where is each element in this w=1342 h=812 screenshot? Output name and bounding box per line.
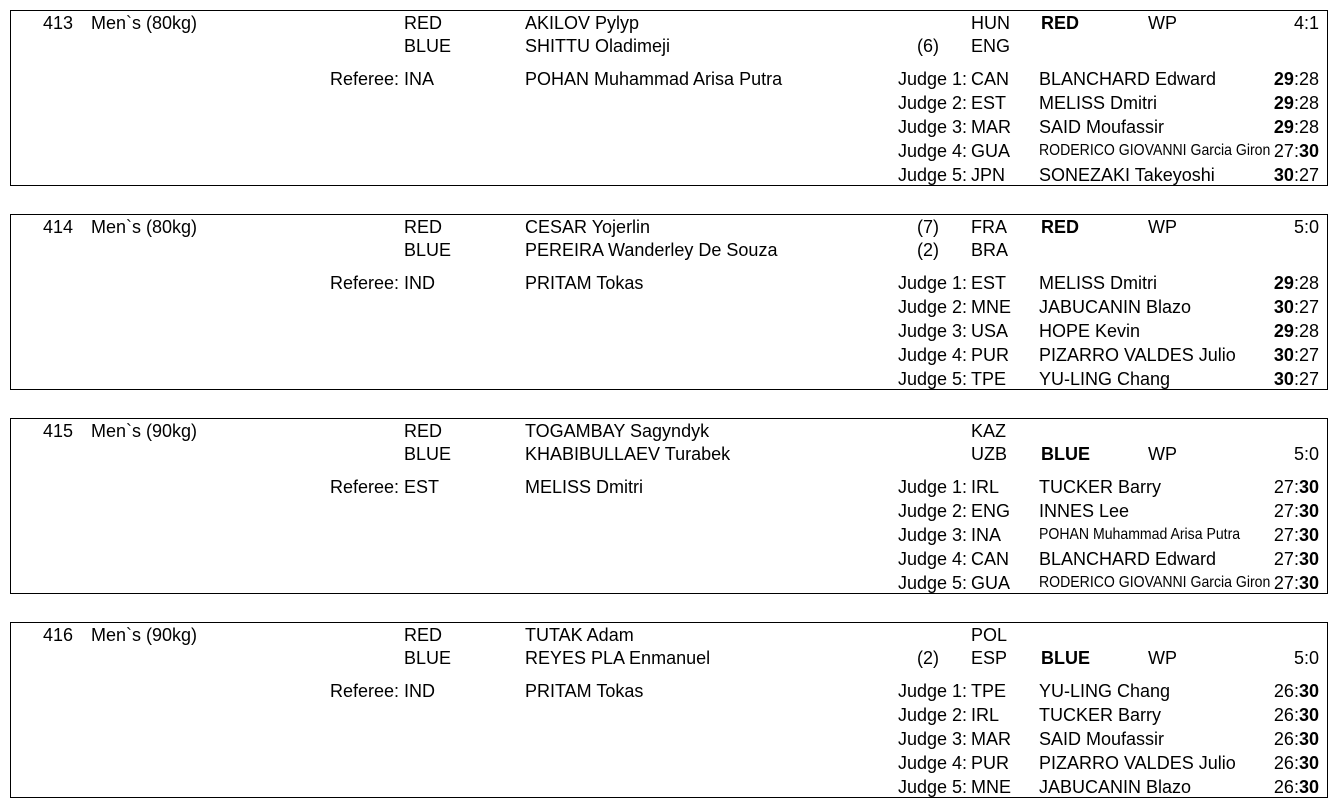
blue-score: 28 (1298, 117, 1319, 137)
judge-score (1274, 369, 1319, 389)
judge-label: Judge 5: (897, 777, 967, 797)
blue-boxer-name: KHABIBULLAEV Turabek (525, 444, 731, 464)
score-separator: : (1293, 477, 1299, 497)
score-separator: : (1293, 705, 1299, 725)
blue-boxer-seed: (2) (917, 240, 939, 260)
judge-name: INNES Lee (1039, 501, 1130, 521)
red-score: 26 (1273, 753, 1294, 773)
judge-country: MNE (971, 777, 1011, 797)
judge-country: IRL (971, 705, 1000, 725)
judge-score (1274, 69, 1319, 89)
judge-score (1274, 705, 1319, 725)
score-separator: : (1293, 369, 1299, 389)
blue-boxer-country: ESP (971, 648, 1008, 668)
winner-corner: BLUE (1041, 444, 1090, 464)
judge-country: ENG (971, 501, 1011, 521)
red-boxer-country: FRA (971, 217, 1007, 237)
blue-score: 30 (1298, 525, 1319, 545)
judge-score (1274, 777, 1319, 797)
judge-score (1274, 549, 1319, 569)
blue-score: 27 (1298, 345, 1319, 365)
judge-score (1274, 273, 1319, 293)
score-separator: : (1293, 501, 1299, 521)
judge-name: PIZARRO VALDES Julio (1039, 753, 1236, 773)
result-score: 5:0 (1293, 648, 1319, 668)
judge-country: JPN (971, 165, 1006, 185)
red-score: 29 (1273, 321, 1294, 341)
judge-label: Judge 3: (897, 321, 967, 341)
judge-score (1274, 297, 1319, 317)
judge-score (1274, 753, 1319, 773)
blue-score: 30 (1298, 681, 1319, 701)
bout-card (10, 214, 1328, 390)
blue-corner-label: BLUE (404, 240, 452, 260)
judge-label: Judge 2: (897, 297, 967, 317)
judge-name: MELISS Dmitri (1039, 273, 1158, 293)
judge-label: Judge 4: (897, 753, 967, 773)
bout-number: 413 (42, 13, 73, 33)
judge-country: GUA (971, 141, 1011, 161)
red-score: 27 (1273, 141, 1294, 161)
judge-country: TPE (971, 369, 1007, 389)
judge-score (1274, 321, 1319, 341)
red-score: 27 (1273, 549, 1294, 569)
judge-label: Judge 5: (897, 573, 967, 593)
red-boxer-name: TUTAK Adam (525, 625, 634, 645)
judge-name: JABUCANIN Blazo (1039, 297, 1192, 317)
judge-name: RODERICO GIOVANNI Garcia Giron (1039, 142, 1271, 159)
judge-country: EST (971, 273, 1007, 293)
red-boxer-country: POL (971, 625, 1008, 645)
judge-country: MAR (971, 729, 1011, 749)
red-boxer-name: CESAR Yojerlin (525, 217, 651, 237)
score-separator: : (1293, 321, 1299, 341)
blue-score: 30 (1298, 777, 1319, 797)
bout-card (10, 10, 1328, 186)
red-boxer-name: AKILOV Pylyp (525, 13, 640, 33)
result-score: 5:0 (1293, 444, 1319, 464)
judge-label: Judge 1: (897, 681, 967, 701)
judge-score (1274, 165, 1319, 185)
score-separator: : (1293, 297, 1299, 317)
result-score: 4:1 (1293, 13, 1319, 33)
result-score: 5:0 (1293, 217, 1319, 237)
judge-label: Judge 1: (897, 69, 967, 89)
blue-score: 28 (1298, 93, 1319, 113)
judge-score (1274, 573, 1319, 593)
score-separator: : (1293, 117, 1299, 137)
blue-score: 28 (1298, 273, 1319, 293)
red-score: 29 (1273, 273, 1294, 293)
blue-score: 30 (1298, 729, 1319, 749)
blue-corner-label: BLUE (404, 36, 452, 56)
blue-score: 30 (1298, 549, 1319, 569)
score-separator: : (1293, 345, 1299, 365)
win-method: WP (1148, 217, 1177, 237)
judge-score (1274, 141, 1319, 161)
judge-name: JABUCANIN Blazo (1039, 777, 1192, 797)
judge-label: Judge 2: (897, 705, 967, 725)
judge-label: Judge 4: (897, 141, 967, 161)
judge-name: TUCKER Barry (1039, 477, 1162, 497)
judge-country: CAN (971, 69, 1010, 89)
red-boxer-country: KAZ (971, 421, 1007, 441)
red-corner-label: RED (404, 217, 443, 237)
referee-label: Referee: (329, 477, 399, 497)
red-corner-label: RED (404, 625, 443, 645)
win-method: WP (1148, 13, 1177, 33)
judge-country: EST (971, 93, 1007, 113)
judge-name: BLANCHARD Edward (1039, 549, 1217, 569)
red-boxer-country: HUN (971, 13, 1010, 33)
bout-card (10, 418, 1328, 594)
bout-number: 415 (42, 421, 73, 441)
blue-score: 30 (1298, 141, 1319, 161)
weight-category: Men`s (80kg) (91, 13, 198, 33)
red-score: 30 (1273, 165, 1294, 185)
referee-name: PRITAM Tokas (525, 273, 644, 293)
score-separator: : (1293, 549, 1299, 569)
referee-label: Referee: (329, 69, 399, 89)
blue-score: 28 (1298, 321, 1319, 341)
judge-name: YU-LING Chang (1039, 681, 1171, 701)
red-corner-label: RED (404, 13, 443, 33)
referee-country: EST (404, 477, 440, 497)
blue-boxer-seed: (2) (917, 648, 939, 668)
red-score: 30 (1273, 345, 1294, 365)
score-separator: : (1293, 729, 1299, 749)
judge-country: INA (971, 525, 1002, 545)
judge-name: MELISS Dmitri (1039, 93, 1158, 113)
blue-score: 30 (1298, 753, 1319, 773)
blue-boxer-name: REYES PLA Enmanuel (525, 648, 711, 668)
weight-category: Men`s (90kg) (91, 625, 198, 645)
red-score: 30 (1273, 369, 1294, 389)
judge-name: SONEZAKI Takeyoshi (1039, 165, 1215, 185)
score-separator: : (1293, 753, 1299, 773)
blue-boxer-seed: (6) (917, 36, 939, 56)
blue-boxer-name: SHITTU Oladimeji (525, 36, 671, 56)
referee-name: MELISS Dmitri (525, 477, 644, 497)
red-corner-label: RED (404, 421, 443, 441)
winner-corner: RED (1041, 13, 1080, 33)
referee-country: IND (404, 273, 435, 293)
blue-score: 27 (1298, 369, 1319, 389)
score-separator: : (1293, 273, 1299, 293)
blue-score: 27 (1298, 297, 1319, 317)
win-method: WP (1148, 648, 1177, 668)
blue-corner-label: BLUE (404, 648, 452, 668)
judge-label: Judge 3: (897, 729, 967, 749)
score-separator: : (1293, 777, 1299, 797)
blue-score: 30 (1298, 501, 1319, 521)
referee-country: IND (404, 681, 435, 701)
judge-name: TUCKER Barry (1039, 705, 1162, 725)
red-score: 26 (1273, 705, 1294, 725)
judge-label: Judge 5: (897, 165, 967, 185)
judge-name: SAID Moufassir (1039, 729, 1165, 749)
red-score: 27 (1273, 525, 1294, 545)
judge-label: Judge 2: (897, 501, 967, 521)
red-score: 27 (1273, 573, 1294, 593)
referee-country: INA (404, 69, 435, 89)
blue-boxer-country: BRA (971, 240, 1009, 260)
blue-score: 30 (1298, 573, 1319, 593)
blue-boxer-country: ENG (971, 36, 1011, 56)
judge-label: Judge 1: (897, 477, 967, 497)
red-score: 26 (1273, 729, 1294, 749)
winner-corner: BLUE (1041, 648, 1090, 668)
judge-name: HOPE Kevin (1039, 321, 1141, 341)
score-separator: : (1293, 93, 1299, 113)
judge-label: Judge 2: (897, 93, 967, 113)
red-score: 26 (1273, 777, 1294, 797)
judge-label: Judge 4: (897, 549, 967, 569)
score-separator: : (1293, 141, 1299, 161)
red-boxer-seed: (7) (917, 217, 939, 237)
judge-country: CAN (971, 549, 1010, 569)
judge-country: MNE (971, 297, 1011, 317)
judge-label: Judge 3: (897, 525, 967, 545)
judge-label: Judge 1: (897, 273, 967, 293)
blue-corner-label: BLUE (404, 444, 452, 464)
judge-label: Judge 4: (897, 345, 967, 365)
score-separator: : (1293, 681, 1299, 701)
judge-name: PIZARRO VALDES Julio (1039, 345, 1236, 365)
score-separator: : (1293, 525, 1299, 545)
judge-country: IRL (971, 477, 1000, 497)
score-separator: : (1293, 69, 1299, 89)
winner-corner: RED (1041, 217, 1080, 237)
blue-boxer-name: PEREIRA Wanderley De Souza (525, 240, 778, 260)
judge-country: USA (971, 321, 1009, 341)
judge-label: Judge 5: (897, 369, 967, 389)
judge-score (1274, 345, 1319, 365)
red-score: 26 (1273, 681, 1294, 701)
blue-boxer-country: UZB (971, 444, 1007, 464)
red-score: 29 (1273, 117, 1294, 137)
weight-category: Men`s (90kg) (91, 421, 198, 441)
judge-label: Judge 3: (897, 117, 967, 137)
judge-country: MAR (971, 117, 1011, 137)
judge-score (1274, 93, 1319, 113)
judge-country: PUR (971, 345, 1010, 365)
blue-score: 30 (1298, 705, 1319, 725)
red-score: 30 (1273, 297, 1294, 317)
judge-country: TPE (971, 681, 1007, 701)
referee-label: Referee: (329, 681, 399, 701)
score-separator: : (1293, 165, 1299, 185)
bout-number: 416 (42, 625, 73, 645)
referee-label: Referee: (329, 273, 399, 293)
weight-category: Men`s (80kg) (91, 217, 198, 237)
judge-name: SAID Moufassir (1039, 117, 1165, 137)
judge-name: RODERICO GIOVANNI Garcia Giron (1039, 574, 1271, 591)
red-score: 29 (1273, 69, 1294, 89)
red-score: 27 (1273, 501, 1294, 521)
judge-score (1274, 525, 1319, 545)
blue-score: 30 (1298, 477, 1319, 497)
judge-score (1274, 477, 1319, 497)
judge-country: GUA (971, 573, 1011, 593)
judge-score (1274, 729, 1319, 749)
red-score: 29 (1273, 93, 1294, 113)
win-method: WP (1148, 444, 1177, 464)
bout-card (10, 622, 1328, 798)
referee-name: POHAN Muhammad Arisa Putra (525, 69, 783, 89)
judge-name: BLANCHARD Edward (1039, 69, 1217, 89)
red-boxer-name: TOGAMBAY Sagyndyk (525, 421, 710, 441)
red-score: 27 (1273, 477, 1294, 497)
judge-name: YU-LING Chang (1039, 369, 1171, 389)
judge-name: POHAN Muhammad Arisa Putra (1039, 526, 1241, 543)
judge-score (1274, 117, 1319, 137)
referee-name: PRITAM Tokas (525, 681, 644, 701)
judge-score (1274, 681, 1319, 701)
blue-score: 27 (1298, 165, 1319, 185)
judge-country: PUR (971, 753, 1010, 773)
blue-score: 28 (1298, 69, 1319, 89)
bout-number: 414 (42, 217, 73, 237)
judge-score (1274, 501, 1319, 521)
score-separator: : (1293, 573, 1299, 593)
